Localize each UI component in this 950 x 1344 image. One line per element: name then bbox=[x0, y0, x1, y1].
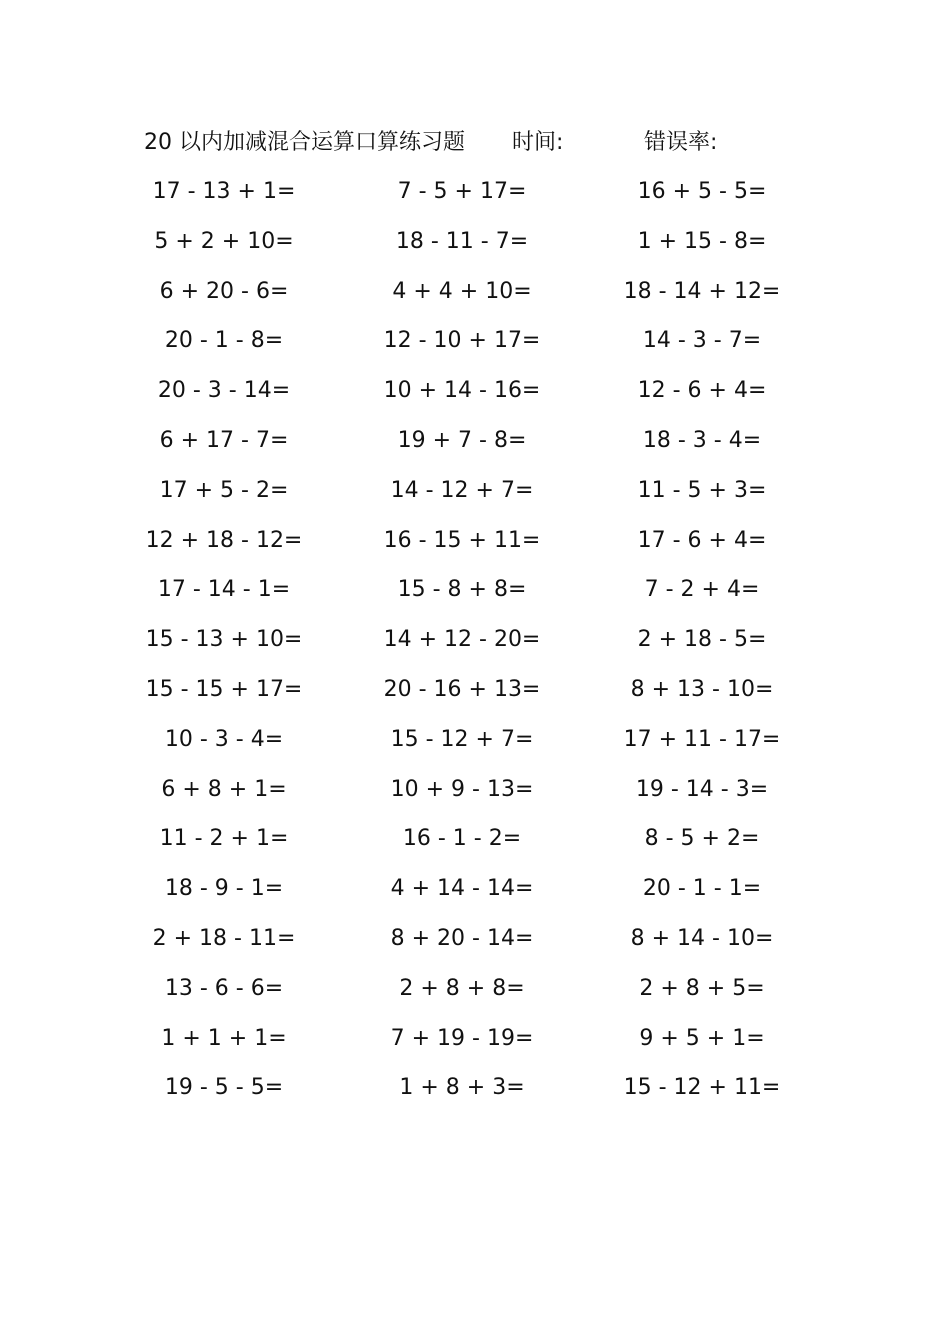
problem-cell: 9 + 5 + 1= bbox=[639, 1025, 765, 1051]
problem-row bbox=[0, 319, 950, 369]
problem-row bbox=[0, 618, 950, 668]
problem-row bbox=[0, 817, 950, 867]
problem-row bbox=[0, 718, 950, 768]
problem-cell: 6 + 8 + 1= bbox=[161, 776, 287, 802]
problem-cell: 17 + 5 - 2= bbox=[159, 477, 289, 503]
problem-row bbox=[0, 170, 950, 220]
problem-cell: 19 - 14 - 3= bbox=[635, 776, 769, 802]
problem-cell: 8 + 14 - 10= bbox=[630, 925, 774, 951]
problem-cell: 13 - 6 - 6= bbox=[164, 975, 284, 1001]
problem-cell: 15 - 12 + 11= bbox=[623, 1075, 781, 1101]
problem-row bbox=[0, 768, 950, 818]
problem-cell: 10 + 9 - 13= bbox=[390, 776, 534, 802]
error-rate-label: 错误率: bbox=[644, 130, 718, 155]
problem-cell: 12 - 10 + 17= bbox=[383, 328, 541, 354]
problem-cell: 4 + 4 + 10= bbox=[392, 278, 532, 304]
problem-row bbox=[0, 568, 950, 618]
problem-cell: 12 + 18 - 12= bbox=[145, 527, 303, 553]
problem-cell: 18 - 11 - 7= bbox=[395, 228, 529, 254]
problem-row bbox=[0, 220, 950, 270]
problem-cell: 14 - 3 - 7= bbox=[642, 328, 762, 354]
problem-cell: 12 - 6 + 4= bbox=[637, 378, 767, 404]
problem-cell: 5 + 2 + 10= bbox=[154, 228, 294, 254]
problem-cell: 8 + 20 - 14= bbox=[390, 925, 534, 951]
problem-cell: 1 + 15 - 8= bbox=[637, 228, 767, 254]
worksheet-header bbox=[144, 126, 844, 160]
problem-row bbox=[0, 469, 950, 519]
problem-row bbox=[0, 967, 950, 1017]
problem-cell: 11 - 5 + 3= bbox=[637, 477, 767, 503]
problem-cell: 18 - 9 - 1= bbox=[164, 876, 284, 902]
problem-row bbox=[0, 270, 950, 320]
problem-row bbox=[0, 519, 950, 569]
problem-row bbox=[0, 419, 950, 469]
problem-cell: 7 + 19 - 19= bbox=[390, 1025, 534, 1051]
problem-cell: 2 + 8 + 8= bbox=[399, 975, 525, 1001]
problem-cell: 6 + 17 - 7= bbox=[159, 427, 289, 453]
problem-cell: 20 - 16 + 13= bbox=[383, 676, 541, 702]
problem-cell: 17 + 11 - 17= bbox=[623, 726, 781, 752]
problem-cell: 20 - 3 - 14= bbox=[157, 378, 291, 404]
problem-cell: 4 + 14 - 14= bbox=[390, 876, 534, 902]
worksheet-title: 20 以内加减混合运算口算练习题 bbox=[144, 130, 465, 155]
problem-cell: 7 - 5 + 17= bbox=[397, 179, 527, 204]
problem-cell: 2 + 18 - 11= bbox=[152, 925, 296, 951]
problem-cell: 16 + 5 - 5= bbox=[637, 179, 767, 204]
problem-row bbox=[0, 1017, 950, 1067]
problem-cell: 14 + 12 - 20= bbox=[383, 627, 541, 653]
problem-cell: 8 - 5 + 2= bbox=[644, 826, 760, 852]
problem-cell: 17 - 13 + 1= bbox=[152, 179, 296, 204]
problem-cell: 7 - 2 + 4= bbox=[644, 577, 760, 603]
problem-cell: 17 - 14 - 1= bbox=[157, 577, 291, 603]
problem-cell: 10 - 3 - 4= bbox=[164, 726, 284, 752]
time-label: 时间: bbox=[512, 130, 564, 155]
problem-row bbox=[0, 917, 950, 967]
problem-cell: 15 - 8 + 8= bbox=[397, 577, 527, 603]
problem-cell: 18 - 14 + 12= bbox=[623, 278, 781, 304]
problem-cell: 11 - 2 + 1= bbox=[159, 826, 289, 852]
problem-row bbox=[0, 867, 950, 917]
problem-cell: 16 - 1 - 2= bbox=[402, 826, 522, 852]
problem-cell: 2 + 18 - 5= bbox=[637, 627, 767, 653]
problem-cell: 10 + 14 - 16= bbox=[383, 378, 541, 404]
problem-cell: 20 - 1 - 8= bbox=[164, 328, 284, 354]
problem-cell: 2 + 8 + 5= bbox=[639, 975, 765, 1001]
problem-cell: 15 - 12 + 7= bbox=[390, 726, 534, 752]
problem-cell: 19 - 5 - 5= bbox=[164, 1075, 284, 1101]
problem-cell: 14 - 12 + 7= bbox=[390, 477, 534, 503]
problem-cell: 15 - 15 + 17= bbox=[145, 676, 303, 702]
problem-cell: 6 + 20 - 6= bbox=[159, 278, 289, 304]
problem-cell: 17 - 6 + 4= bbox=[637, 527, 767, 553]
problem-row bbox=[0, 1066, 950, 1116]
problem-cell: 20 - 1 - 1= bbox=[642, 876, 762, 902]
problem-row bbox=[0, 369, 950, 419]
problem-row bbox=[0, 668, 950, 718]
problem-cell: 19 + 7 - 8= bbox=[397, 427, 527, 453]
problem-cell: 16 - 15 + 11= bbox=[383, 527, 541, 553]
problem-cell: 18 - 3 - 4= bbox=[642, 427, 762, 453]
problem-cell: 8 + 13 - 10= bbox=[630, 676, 774, 702]
problem-cell: 15 - 13 + 10= bbox=[145, 627, 303, 653]
problem-cell: 1 + 1 + 1= bbox=[161, 1025, 287, 1051]
problem-grid bbox=[0, 170, 950, 1116]
problem-cell: 1 + 8 + 3= bbox=[399, 1075, 525, 1101]
